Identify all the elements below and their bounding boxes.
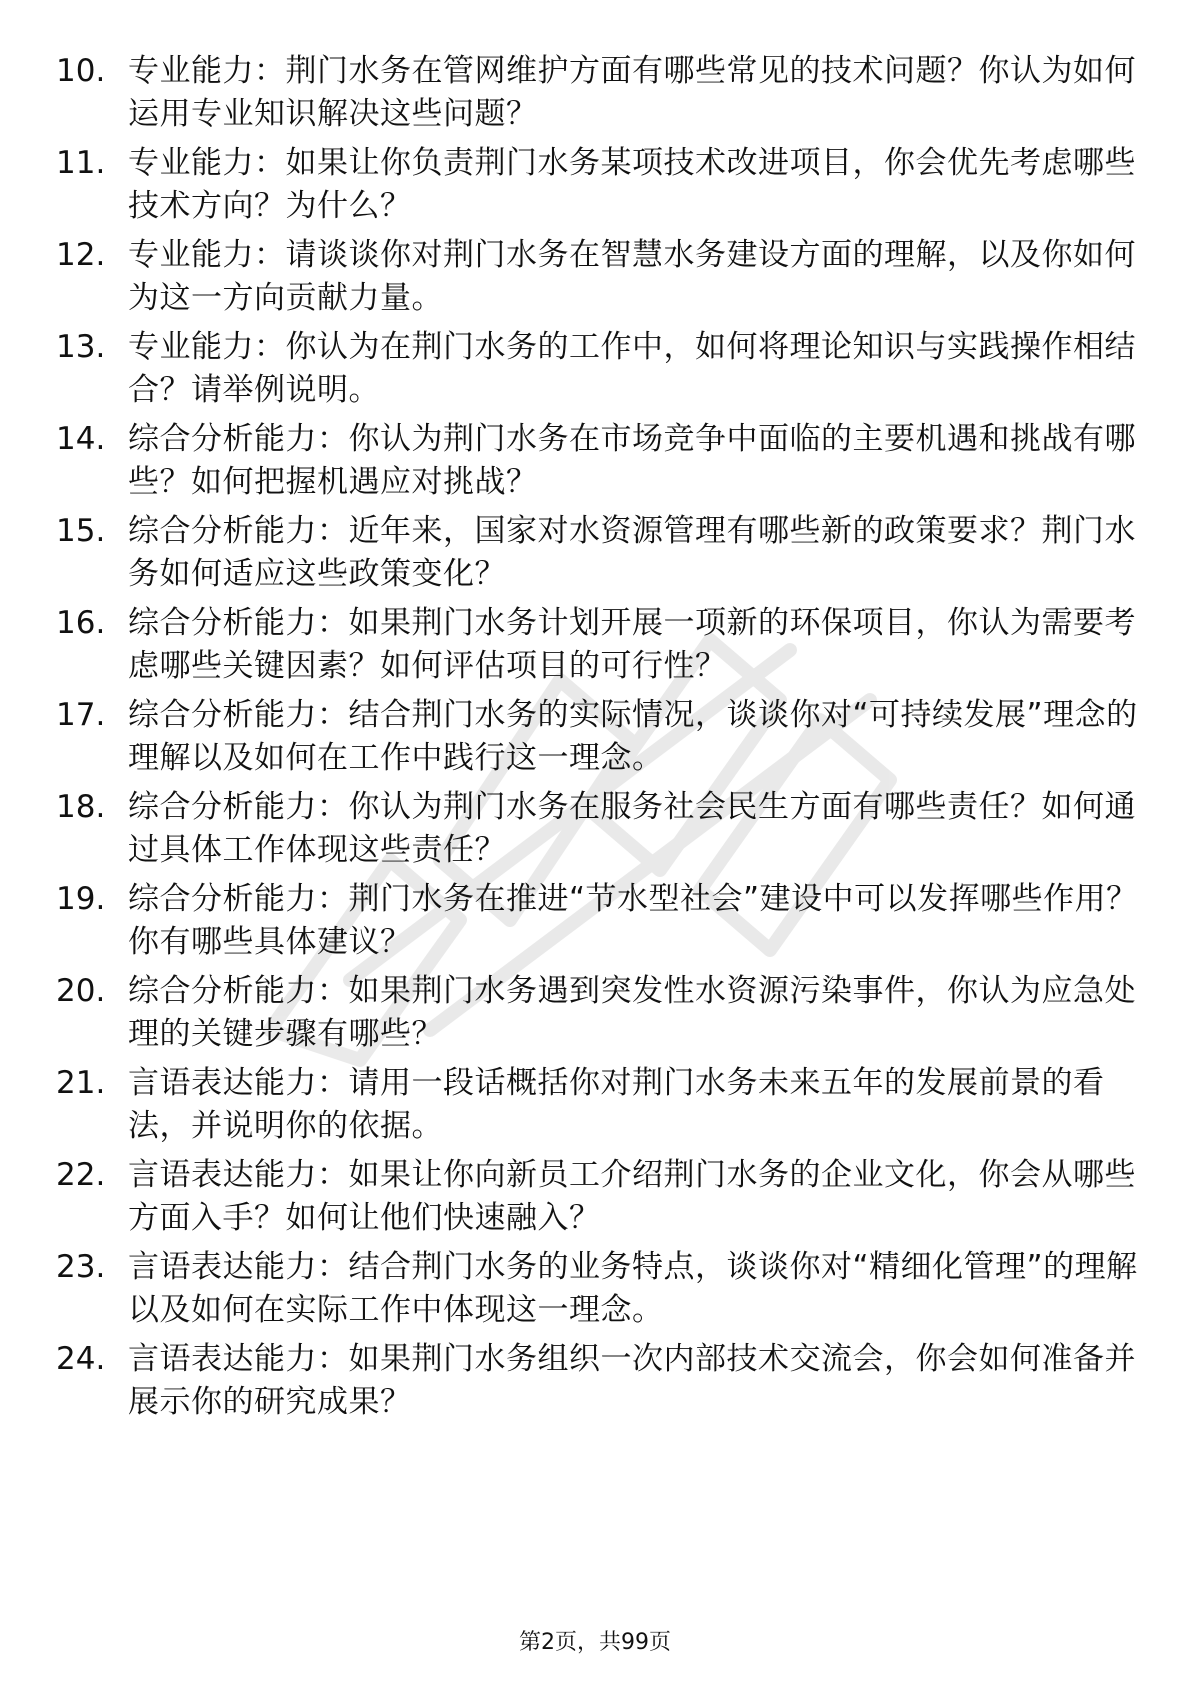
list-item — [0, 418, 1190, 508]
question-number: 23. — [56, 1249, 106, 1285]
question-number: 11. — [56, 145, 106, 181]
question-text: 综合分析能力：荆门水务在推进“节水型社会”建设中可以发挥哪些作用？你有哪些具体建议？ — [128, 881, 1138, 960]
question-number: 17. — [56, 697, 106, 733]
question-number: 13. — [56, 329, 106, 365]
question-text: 综合分析能力：你认为荆门水务在市场竞争中面临的主要机遇和挑战有哪些？如何把握机遇应对挑战？ — [128, 421, 1136, 500]
list-item — [0, 50, 1190, 140]
page-number-footer: 第2页，共99页 — [519, 1630, 671, 1655]
question-text: 专业能力：请谈谈你对荆门水务在智慧水务建设方面的理解，以及你如何为这一方向贡献力量。 — [128, 237, 1136, 316]
list-item — [0, 234, 1190, 324]
list-item — [0, 1062, 1190, 1152]
question-text: 专业能力：荆门水务在管网维护方面有哪些常见的技术问题？你认为如何运用专业知识解决这些问题？ — [128, 53, 1136, 132]
question-number: 21. — [56, 1065, 106, 1101]
question-number: 19. — [56, 881, 106, 917]
question-number: 15. — [56, 513, 106, 549]
list-item — [0, 970, 1190, 1060]
list-item — [0, 326, 1190, 416]
list-item — [0, 602, 1190, 692]
question-number: 14. — [56, 421, 106, 457]
question-number: 12. — [56, 237, 106, 273]
question-number: 10. — [56, 53, 106, 89]
list-item — [0, 1246, 1190, 1336]
list-item — [0, 510, 1190, 600]
question-text: 言语表达能力：如果让你向新员工介绍荆门水务的企业文化，你会从哪些方面入手？如何让他们快速融入？ — [128, 1157, 1136, 1236]
question-text: 专业能力：你认为在荆门水务的工作中，如何将理论知识与实践操作相结合？请举例说明。 — [128, 329, 1136, 408]
question-number: 22. — [56, 1157, 106, 1193]
question-number: 24. — [56, 1341, 106, 1377]
question-text: 言语表达能力：请用一段话概括你对荆门水务未来五年的发展前景的看法，并说明你的依据。 — [128, 1065, 1105, 1144]
list-item — [0, 786, 1190, 876]
list-item — [0, 1154, 1190, 1244]
question-number: 16. — [56, 605, 106, 641]
question-number: 18. — [56, 789, 106, 825]
list-item — [0, 142, 1190, 232]
question-text: 综合分析能力：你认为荆门水务在服务社会民生方面有哪些责任？如何通过具体工作体现这些责任？ — [128, 789, 1136, 868]
question-text: 综合分析能力：结合荆门水务的实际情况，谈谈你对“可持续发展”理念的理解以及如何在工作中践行这一理念。 — [128, 697, 1138, 776]
question-number: 20. — [56, 973, 106, 1009]
question-text: 综合分析能力：如果荆门水务遇到突发性水资源污染事件，你认为应急处理的关键步骤有哪些？ — [128, 973, 1136, 1052]
question-text: 综合分析能力：如果荆门水务计划开展一项新的环保项目，你认为需要考虑哪些关键因素？如何评估项目的可行性？ — [128, 605, 1136, 684]
question-text: 专业能力：如果让你负责荆门水务某项技术改进项目，你会优先考虑哪些技术方向？为什么？ — [128, 145, 1136, 224]
list-item — [0, 878, 1190, 968]
list-item — [0, 694, 1190, 784]
list-item — [0, 1338, 1190, 1428]
question-text: 综合分析能力：近年来，国家对水资源管理有哪些新的政策要求？荆门水务如何适应这些政策变化？ — [128, 513, 1136, 592]
question-text: 言语表达能力：如果荆门水务组织一次内部技术交流会，你会如何准备并展示你的研究成果？ — [128, 1341, 1136, 1420]
question-text: 言语表达能力：结合荆门水务的业务特点，谈谈你对“精细化管理”的理解以及如何在实际工作中体现这一理念。 — [128, 1249, 1138, 1328]
